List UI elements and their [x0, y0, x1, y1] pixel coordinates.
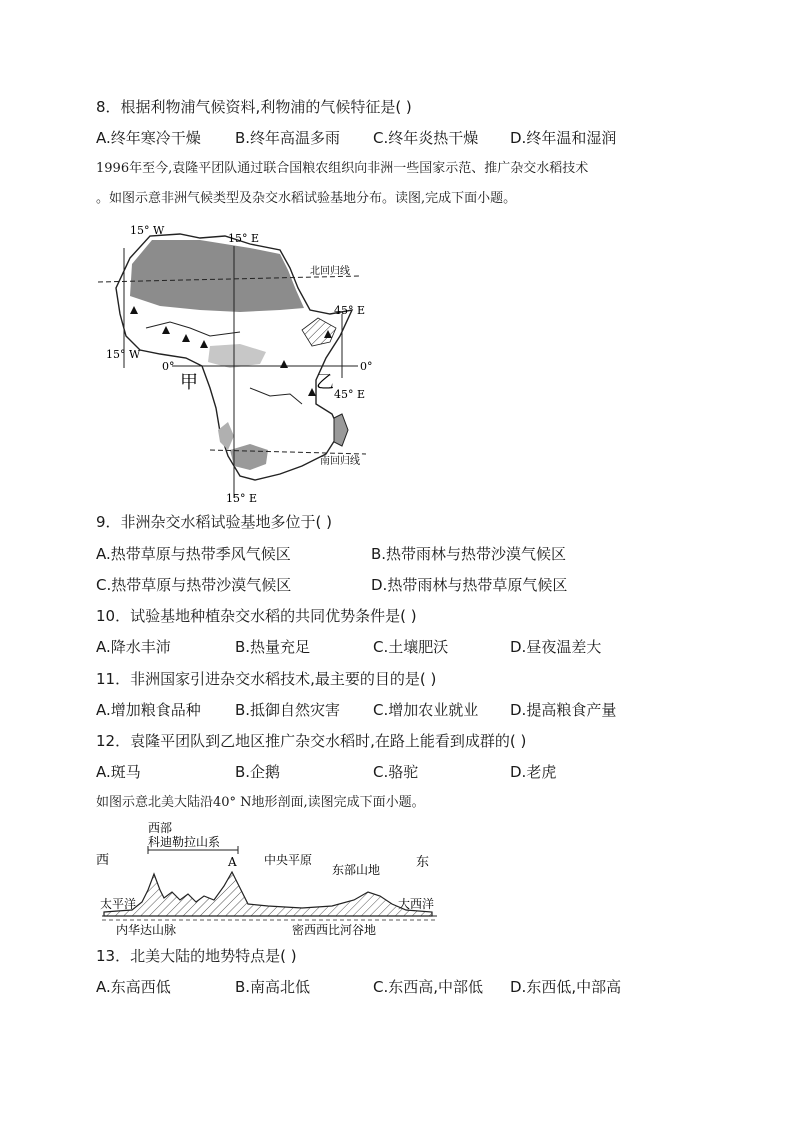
q13-option-d[interactable]: D.东西低,中部高 — [510, 978, 622, 996]
label-eastern-highland: 东部山地 — [332, 863, 381, 877]
q9-option-c[interactable]: C.热带草原与热带沙漠气候区 — [96, 576, 292, 594]
terrain-profile — [104, 872, 435, 916]
label-pacific: 太平洋 — [100, 897, 137, 911]
label-15e-bottom: 15° E — [226, 492, 258, 505]
question-8-stem: 8．根据利物浦气候资料,利物浦的气候特征是( ) — [96, 98, 412, 116]
intro-africa-line2: 。如图示意非洲气候类型及杂交水稻试验基地分布。读图,完成下面小题。 — [96, 191, 517, 206]
madagascar-zone — [334, 414, 348, 446]
label-atlantic: 大西洋 — [398, 897, 435, 911]
q9-option-a[interactable]: A.热带草原与热带季风气候区 — [96, 545, 291, 563]
label-rockies-line2: 科迪勒拉山系 — [148, 835, 221, 849]
label-mississippi: 密西西比河谷地 — [292, 923, 377, 937]
question-10-stem: 10．试验基地种植杂交水稻的共同优势条件是( ) — [96, 607, 417, 625]
q11-option-d[interactable]: D.提高粮食产量 — [510, 701, 617, 719]
intro-africa-line1: 1996年至今,袁隆平团队通过联合国粮农组织向非洲一些国家示范、推广杂交水稻技术 — [96, 161, 589, 176]
q10-option-a[interactable]: A.降水丰沛 — [96, 638, 171, 656]
q8-option-a[interactable]: A.终年寒冷干燥 — [96, 129, 201, 147]
question-11-stem: 11．非洲国家引进杂交水稻技术,最主要的目的是( ) — [96, 670, 437, 688]
q10-option-d[interactable]: D.昼夜温差大 — [510, 638, 602, 656]
label-45e-bottom: 45° E — [334, 388, 366, 401]
q10-option-c[interactable]: C.土壤肥沃 — [373, 638, 449, 656]
label-central-plain: 中央平原 — [264, 853, 313, 867]
question-9-stem: 9．非洲杂交水稻试验基地多位于( ) — [96, 513, 333, 531]
q12-option-b[interactable]: B.企鹅 — [235, 763, 281, 781]
q11-option-c[interactable]: C.增加农业就业 — [373, 701, 479, 719]
label-15e-top: 15° E — [228, 232, 260, 245]
q13-option-c[interactable]: C.东西高,中部低 — [373, 978, 484, 996]
label-equator-left: 0° — [162, 360, 175, 373]
label-equator-right: 0° — [360, 360, 373, 373]
q9-option-d[interactable]: D.热带雨林与热带草原气候区 — [371, 576, 568, 594]
label-point-a: A — [228, 855, 237, 869]
q12-option-c[interactable]: C.骆驼 — [373, 763, 419, 781]
label-east: 东 — [416, 855, 430, 870]
label-west: 西 — [96, 853, 110, 868]
q11-option-b[interactable]: B.抵御自然灾害 — [235, 701, 341, 719]
label-tropic-capricorn: 南回归线 — [320, 456, 360, 467]
q13-option-a[interactable]: A.东高西低 — [96, 978, 171, 996]
north-america-profile — [92, 820, 442, 942]
label-45e-top: 45° E — [334, 304, 366, 317]
q9-option-b[interactable]: B.热带雨林与热带沙漠气候区 — [371, 545, 567, 563]
label-yi: 乙 — [316, 372, 334, 393]
q8-option-d[interactable]: D.终年温和湿润 — [510, 129, 617, 147]
q11-option-a[interactable]: A.增加粮食品种 — [96, 701, 201, 719]
q12-option-d[interactable]: D.老虎 — [510, 763, 557, 781]
label-15w-bottom: 15° W — [106, 348, 141, 361]
intro-profile: 如图示意北美大陆沿40° N地形剖面,读图完成下面小题。 — [96, 795, 425, 810]
q12-option-a[interactable]: A.斑马 — [96, 763, 141, 781]
q10-option-b[interactable]: B.热量充足 — [235, 638, 311, 656]
label-nevada: 内华达山脉 — [116, 923, 177, 937]
label-15w-top: 15° W — [130, 224, 165, 237]
label-tropic-cancer: 北回归线 — [310, 266, 350, 277]
q13-option-b[interactable]: B.南高北低 — [235, 978, 311, 996]
label-rockies-line1: 西部 — [148, 821, 173, 835]
question-12-stem: 12．袁隆平团队到乙地区推广杂交水稻时,在路上能看到成群的( ) — [96, 732, 527, 750]
question-13-stem: 13．北美大陆的地势特点是( ) — [96, 947, 297, 965]
africa-climate-map — [90, 218, 390, 506]
q8-option-b[interactable]: B.终年高温多雨 — [235, 129, 341, 147]
label-jia: 甲 — [180, 372, 198, 393]
q8-option-c[interactable]: C.终年炎热干燥 — [373, 129, 479, 147]
